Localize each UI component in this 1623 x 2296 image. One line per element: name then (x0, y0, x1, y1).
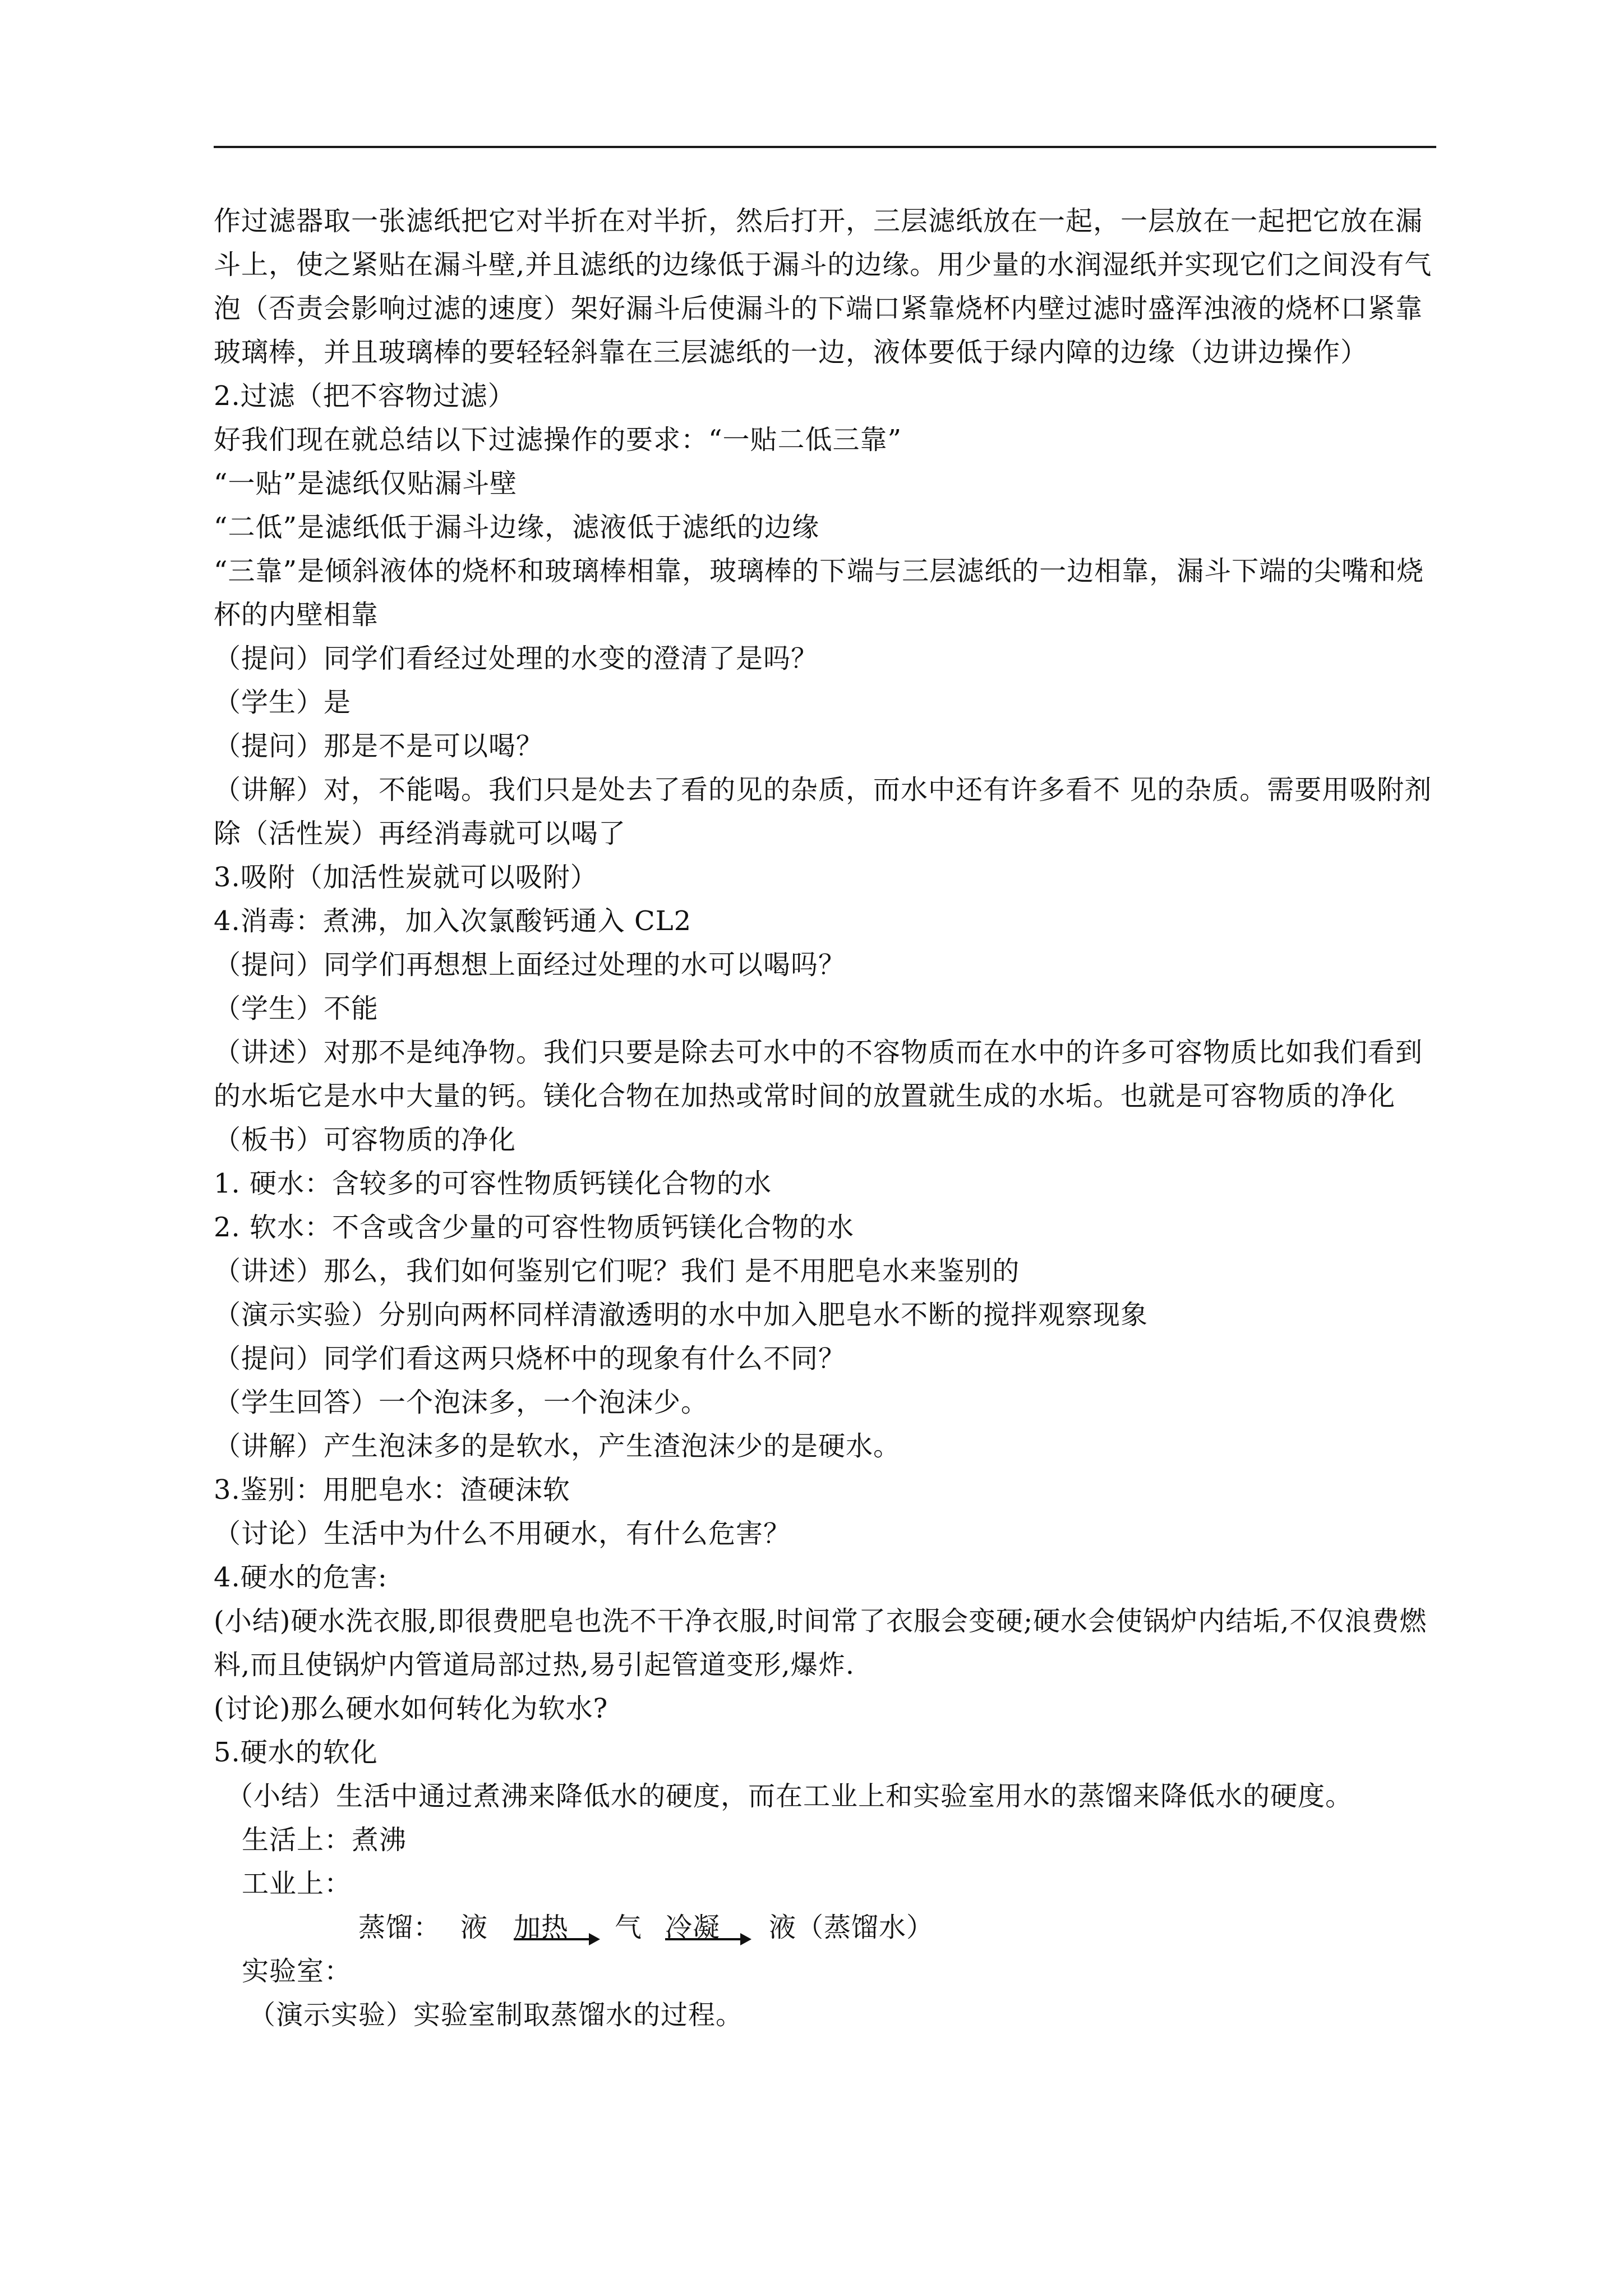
industry-method: 工业上： (242, 1868, 352, 1899)
question-1: （提问）同学们看经过处理的水变的澄清了是吗？ (214, 643, 819, 674)
header-rule (214, 146, 1436, 148)
heat-arrow-icon (514, 1938, 598, 1940)
demo-1: （演示实验）分别向两杯同样清澈透明的水中加入肥皂水不断的搅拌观察现象 (214, 1299, 1149, 1331)
question-4: （提问）同学们看这两只烧杯中的现象有什么不同？ (214, 1343, 846, 1374)
document-body (214, 199, 1447, 2037)
hard-water-definition: 1. 硬水：含较多的可容性物质钙镁化合物的水 (214, 1168, 772, 1199)
distill-label: 蒸馏： (358, 1912, 441, 1943)
board-note: （板书）可容物质的净化 (214, 1124, 517, 1156)
section-heading-identify: 3.鉴别：用肥皂水：渣硬沫软 (214, 1474, 570, 1506)
summary-harm: (小结)硬水洗衣服,即很费肥皂也洗不干净衣服,时间常了衣服会变硬;硬水会使锅炉内结垢,不仅浪费燃料,而且使锅炉内管道局部过热,易引起管道变形,爆炸. (214, 1605, 1427, 1681)
lecture-1: （讲述）对那不是纯净物。我们只要是除去可水中的不容物质而在水中的许多可容物质比如我们看到的水垢它是水中大量的钙。镁化合物在加热或常时间的放置就生成的水垢。也就是可容物质的净化 (214, 1037, 1423, 1112)
section-heading-disinfect: 4.消毒：煮沸，加入次氯酸钙通入 CL2 (214, 905, 692, 937)
summary-soften: （小结）生活中通过煮沸来降低水的硬度，而在工业上和实验室用水的蒸馏来降低水的硬度。 (226, 1780, 1353, 1812)
lecture-2: （讲述）那么，我们如何鉴别它们呢？我们 是不用肥皂水来鉴别的 (214, 1255, 1020, 1287)
answer-3: （学生）不能 (214, 993, 379, 1024)
question-2: （提问）那是不是可以喝？ (214, 730, 544, 762)
answer-4: （学生回答）一个泡沫多，一个泡沫少。 (214, 1387, 709, 1418)
explanation-1: （讲解）对，不能喝。我们只是处去了看的见的杂质，而水中还有许多看不 见的杂质。需要用吸附剂除（活性炭）再经消毒就可以喝了 (214, 774, 1432, 849)
rule-erdi: “二低”是滤纸低于漏斗边缘，滤液低于滤纸的边缘 (214, 512, 820, 543)
distill-result: 液（蒸馏水） (769, 1912, 934, 1943)
lab-method: 实验室： (242, 1955, 352, 1987)
demo-2: （演示实验）实验室制取蒸馏水的过程。 (248, 1999, 744, 2031)
filter-summary: 好我们现在就总结以下过滤操作的要求：“一贴二低三靠” (214, 424, 902, 455)
intro-paragraph: 作过滤器取一张滤纸把它对半折在对半折，然后打开，三层滤纸放在一起，一层放在一起把它放在漏斗上，使之紧贴在漏斗壁,并且滤纸的边缘低于漏斗的边缘。用少量的水润湿纸并实现它们之间没有气泡（否责会影响过滤的速度）架好漏斗后使漏斗的下端口紧靠烧杯内壁过滤时盛浑浊液的烧杯口紧靠玻璃棒，并且玻璃棒的要轻轻斜靠在三层滤纸的一边，液体要低于绿内障的边缘（边讲边操作） (214, 205, 1432, 368)
section-heading-filter: 2.过滤（把不容物过滤） (214, 380, 515, 412)
discussion-2: (讨论)那么硬水如何转化为软水? (214, 1693, 608, 1724)
life-method: 生活上：煮沸 (242, 1824, 407, 1856)
rule-sankao: “三靠”是倾斜液体的烧杯和玻璃棒相靠，玻璃棒的下端与三层滤纸的一边相靠，漏斗下端的尖嘴和烧杯的内壁相靠 (214, 555, 1424, 631)
explanation-2: （讲解）产生泡沫多的是软水，产生渣泡沫少的是硬水。 (214, 1430, 901, 1462)
question-3: （提问）同学们再想想上面经过处理的水可以喝吗？ (214, 949, 846, 981)
condense-arrow-icon (665, 1938, 749, 1940)
soft-water-definition: 2. 软水：不含或含少量的可容性物质钙镁化合物的水 (214, 1212, 855, 1243)
distill-condense-label: 冷凝 (665, 1912, 721, 1943)
section-heading-adsorb: 3.吸附（加活性炭就可以吸附） (214, 862, 598, 893)
rule-yitie: “一贴”是滤纸仅贴漏斗壁 (214, 468, 518, 499)
section-heading-soften: 5.硬水的软化 (214, 1737, 378, 1768)
discussion-1: （讨论）生活中为什么不用硬水，有什么危害？ (214, 1518, 791, 1549)
answer-1: （学生）是 (214, 687, 352, 718)
distillation-equation (214, 1906, 1447, 1949)
distill-gas: 气 (615, 1912, 643, 1943)
distill-heat-label: 加热 (514, 1912, 569, 1943)
distill-liquid: 液 (460, 1912, 488, 1943)
section-heading-harm: 4.硬水的危害: (214, 1562, 388, 1593)
